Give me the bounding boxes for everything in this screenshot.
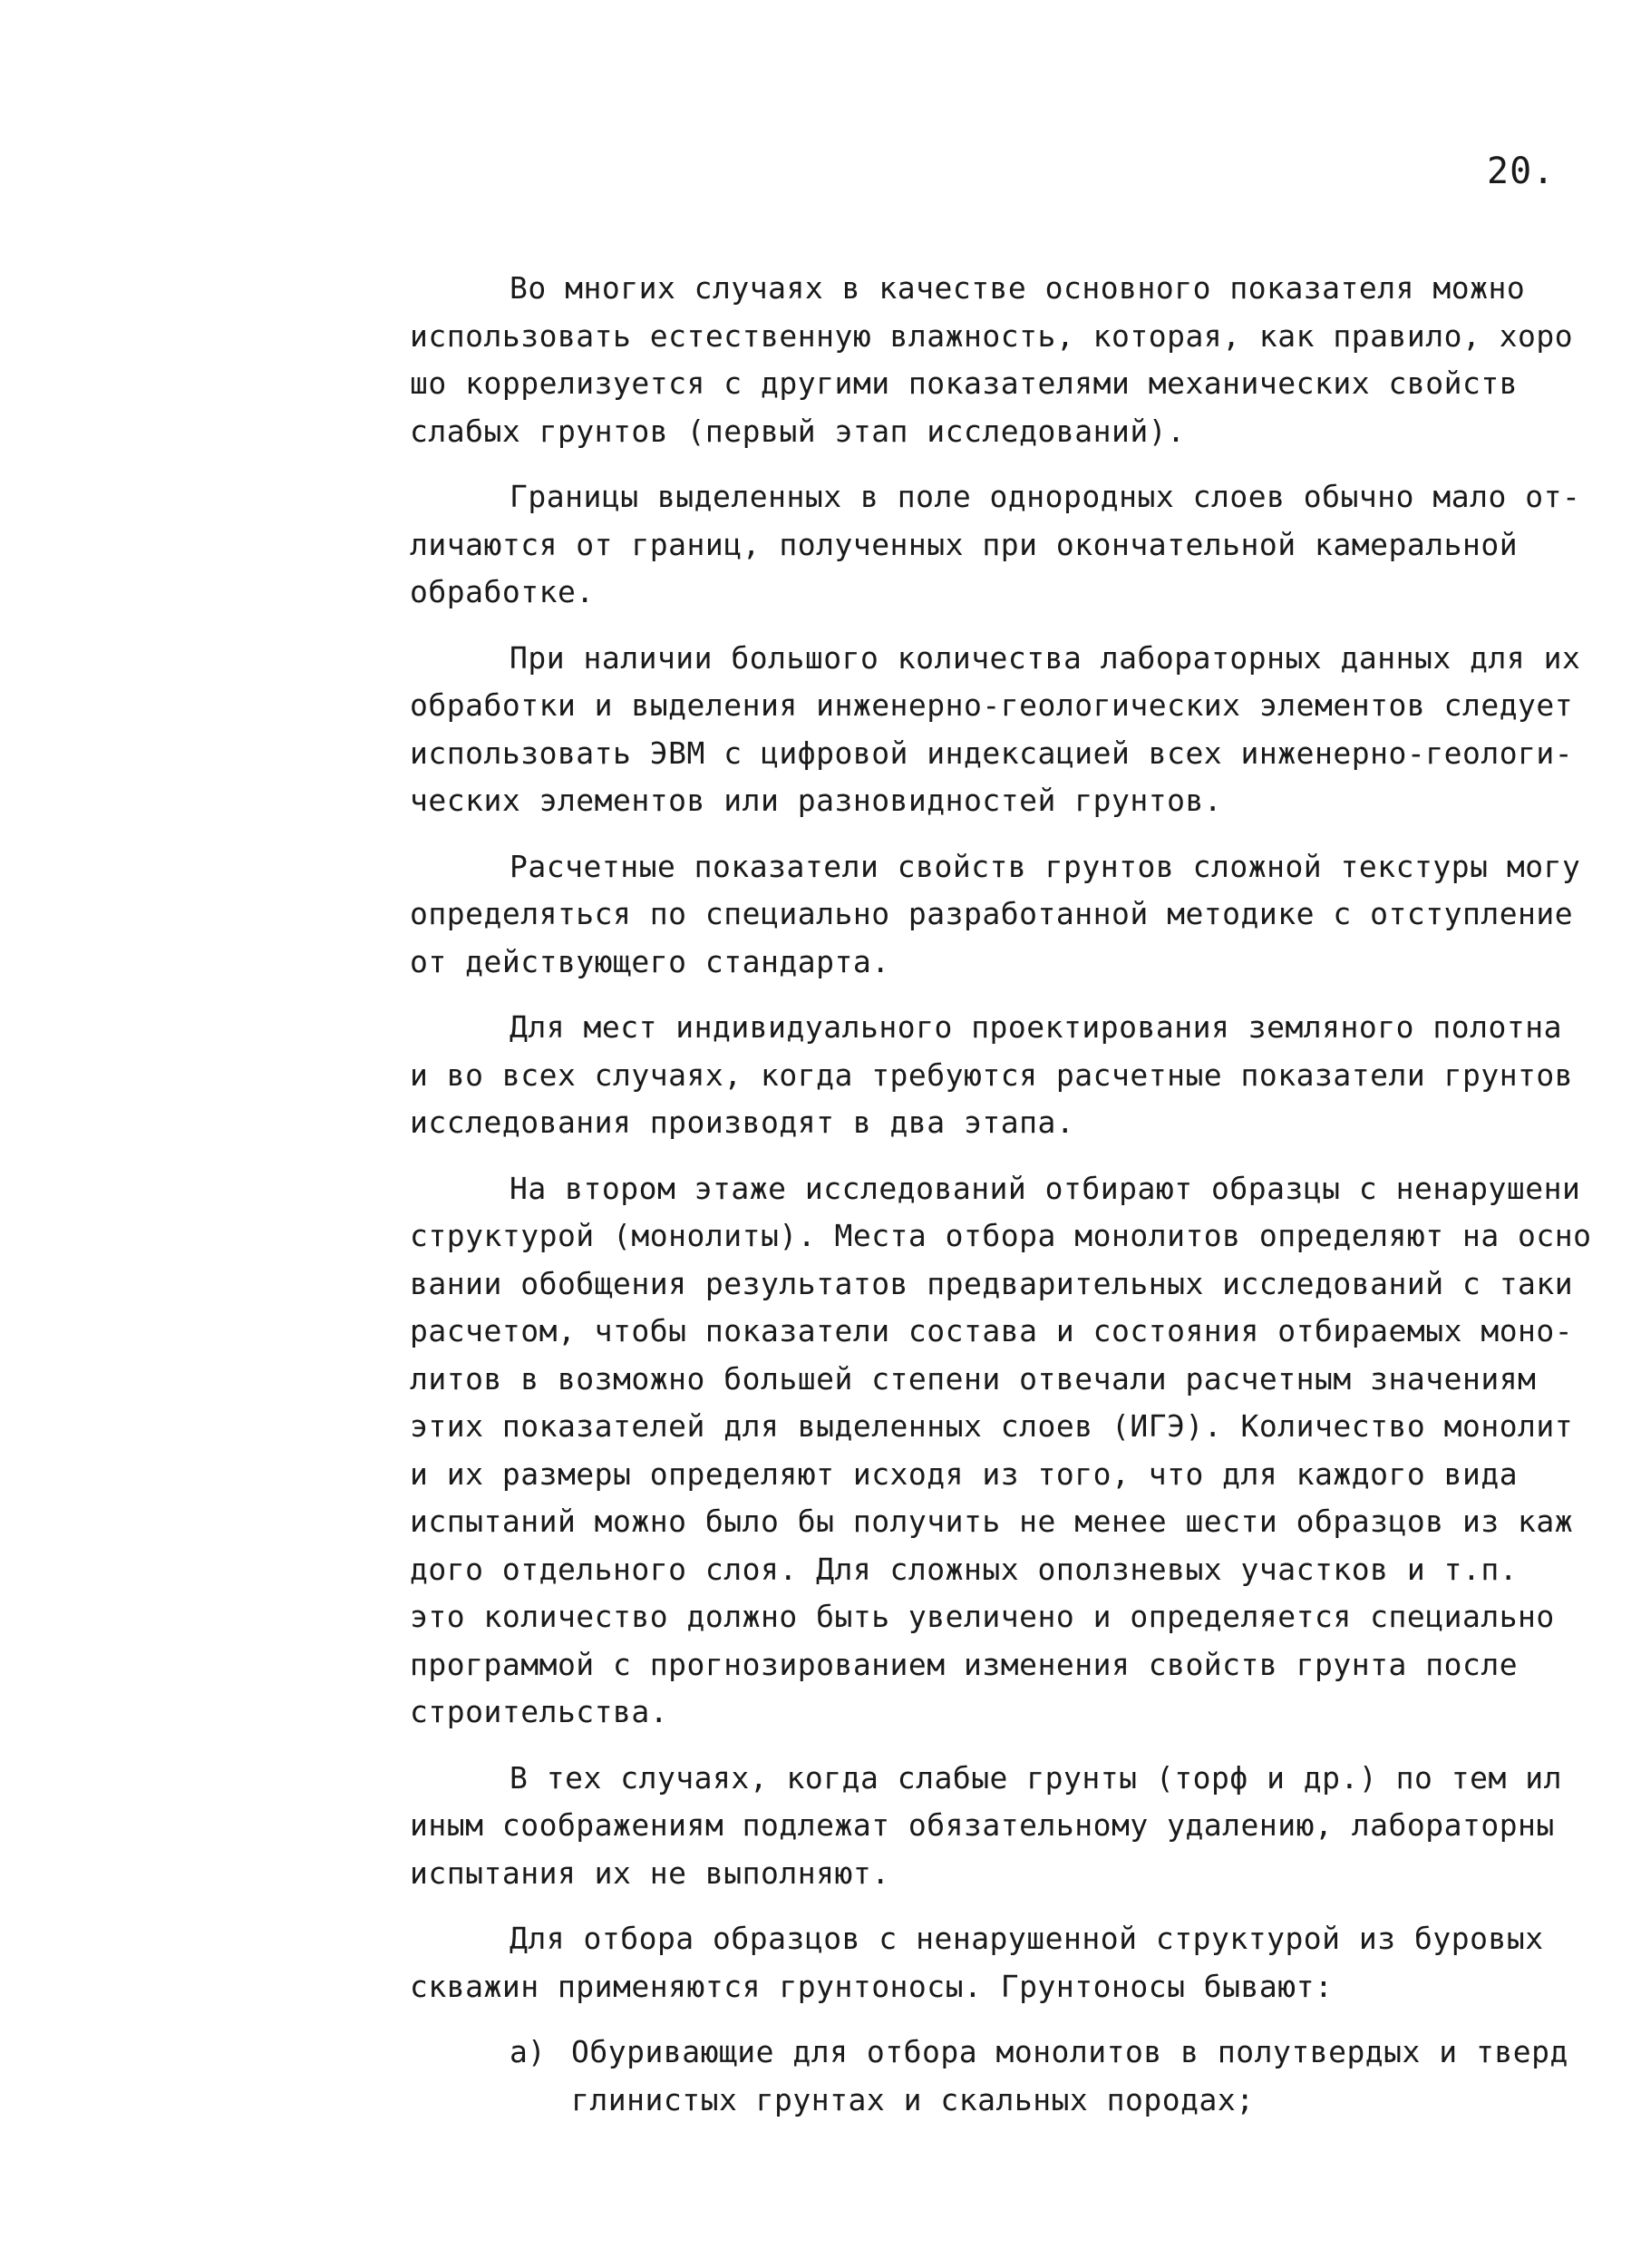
- paragraph-1: [410, 265, 1625, 455]
- text-line: Для отбора образцов с ненарушенной структурой из буровых: [510, 1921, 1544, 1956]
- text-line: Во многих случаях в качестве основного показателя можно: [510, 270, 1526, 306]
- page-number: 20.: [1487, 151, 1556, 192]
- text-line: обработке.: [410, 574, 595, 609]
- text-line: шо коррелизуется с другими показателями механических свойств: [410, 365, 1519, 401]
- text-line: слабых грунтов (первый этап исследований).: [410, 413, 1186, 449]
- text-line: это количество должно быть увеличено и определяется специально: [410, 1599, 1555, 1634]
- text-line: вании обобщения результатов предварительных исследований с таки: [410, 1265, 1574, 1301]
- text-line: этих показателей для выделенных слоев (ИГЭ). Количество монолит: [410, 1408, 1574, 1444]
- text-line: глинистых грунтах и скальных породах;: [571, 2081, 1255, 2117]
- text-line: При наличии большого количества лабораторных данных для их: [510, 639, 1581, 676]
- paragraph-8: [410, 1915, 1625, 2010]
- text-line: программой с прогнозированием изменения свойств грунта после: [410, 1646, 1519, 1682]
- text-line: структурой (монолиты). Места отбора монолитов определяют на осно: [410, 1218, 1592, 1253]
- text-line: использовать естественную влажность, которая, как правило, хоро: [410, 317, 1574, 354]
- document-body: [410, 265, 1625, 2124]
- text-line: испытания их не выполняют.: [410, 1854, 890, 1891]
- text-line: исследования производят в два этапа.: [410, 1105, 1075, 1140]
- text-line: обработки и выделения инженерно-геологических элементов следует: [410, 687, 1574, 723]
- text-line: Расчетные показатели свойств грунтов сложной текстуры могу: [510, 848, 1581, 884]
- paragraph-7: [410, 1755, 1625, 1898]
- text-line: Границы выделенных в поле однородных слоев обычно мало от-: [510, 479, 1581, 514]
- text-line: личаются от границ, полученных при окончательной камеральной: [410, 526, 1519, 562]
- text-line: от действующего стандарта.: [410, 943, 890, 979]
- text-line: испытаний можно было бы получить не менее шести образцов из каж: [410, 1504, 1574, 1539]
- text-line: расчетом, чтобы показатели состава и состояния отбираемых моно-: [410, 1313, 1574, 1348]
- paragraph-4: [410, 843, 1625, 987]
- text-line: ческих элементов или разновидностей грунтов.: [410, 783, 1223, 818]
- paragraph-5: [410, 1004, 1625, 1147]
- paragraph-3: [410, 635, 1625, 825]
- text-line: Обуривающие для отбора монолитов в полутвердых и тверд: [571, 2034, 1568, 2069]
- paragraph-6: [410, 1165, 1625, 1737]
- text-line: иным соображениям подлежат обязательному удалению, лабораторны: [410, 1807, 1555, 1843]
- text-line: определяться по специально разработанной методике с отступление: [410, 896, 1574, 931]
- text-line: использовать ЭВМ с цифровой индексацией всех инженерно-геологи-: [410, 735, 1574, 771]
- text-line: дого отдельного слоя. Для сложных оползневых участков и т.п.: [410, 1551, 1519, 1587]
- list-item: [410, 2029, 1625, 2124]
- text-line: строительства.: [410, 1694, 669, 1729]
- text-line: и их размеры определяют исходя из того, что для каждого вида: [410, 1455, 1519, 1492]
- text-line: На втором этаже исследований отбирают образцы с ненарушени: [510, 1170, 1581, 1206]
- paragraph-2: [410, 473, 1625, 617]
- text-line: литов в возможно большей степени отвечали расчетным значениям: [410, 1360, 1537, 1397]
- text-line: и во всех случаях, когда требуются расчетные показатели грунтов: [410, 1056, 1574, 1093]
- text-line: В тех случаях, когда слабые грунты (торф и др.) по тем ил: [510, 1759, 1562, 1796]
- text-line: Для мест индивидуального проектирования земляного полотна: [510, 1009, 1562, 1045]
- text-line: скважин применяются грунтоносы. Грунтоносы бывают:: [410, 1968, 1334, 2004]
- list-marker: а): [510, 2034, 546, 2069]
